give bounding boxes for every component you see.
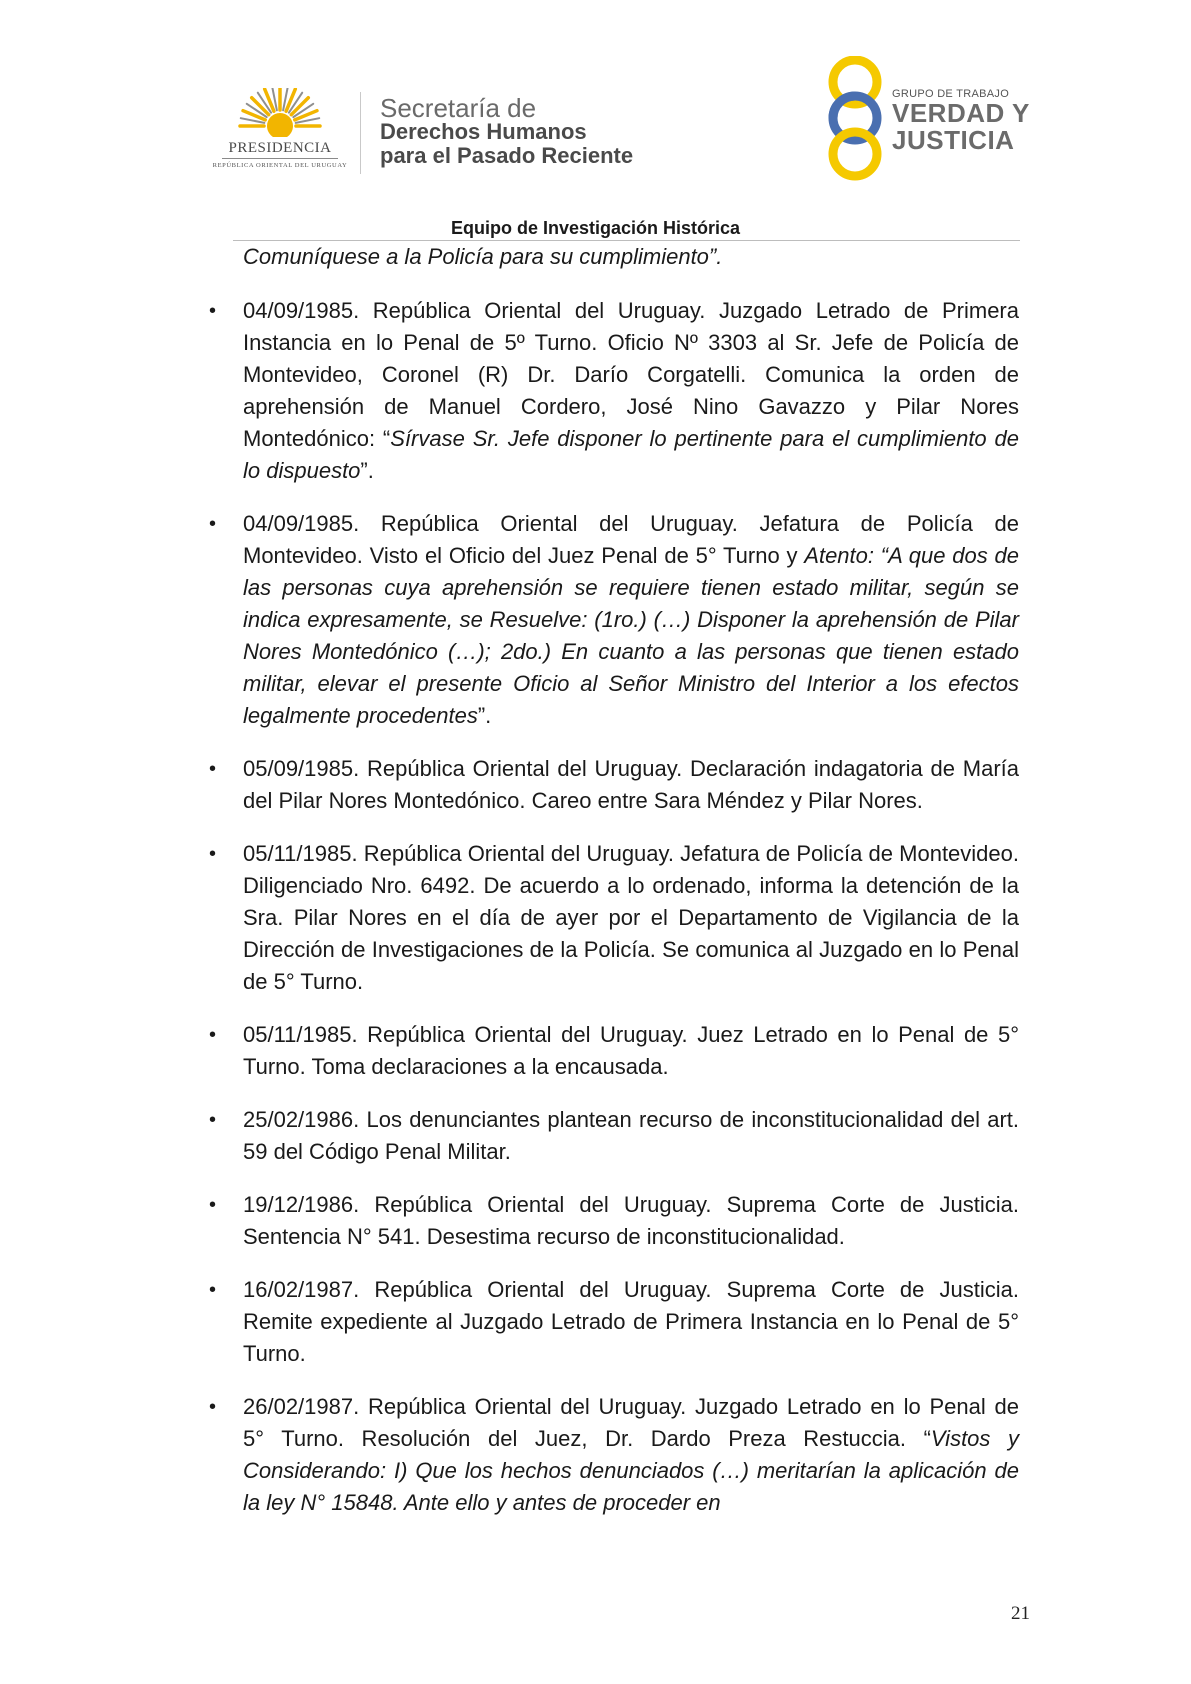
presidencia-name: PRESIDENCIA [228,140,332,156]
entry-text: 19/12/1986. República Oriental del Uruguay. Suprema Corte de Justicia. Sentencia N° 541. Desestima recurso de inconstitucionalidad. [243,1192,1019,1249]
page-header [0,0,1191,250]
secretaria-line-2: Derechos Humanos [380,119,587,144]
logo-divider [360,92,361,174]
list-item [243,295,1019,487]
entry-text: ”. [477,703,492,728]
document-body [243,241,1019,1540]
linked-rings-icon [820,56,890,181]
entry-text: 16/02/1987. República Oriental del Uruguay. Suprema Corte de Justicia. Remite expediente al Juzgado Letrado de Primera Instancia en lo Penal de 5° Turno. [243,1277,1019,1366]
list-item [243,1019,1019,1083]
entry-text: 05/11/1985. República Oriental del Uruguay. Juez Letrado en lo Penal de 5° Turno. Toma declaraciones a la encausada. [243,1022,1019,1079]
entry-text: 25/02/1986. Los denunciantes plantean recurso de inconstitucionalidad del art. 59 del Código Penal Militar. [243,1107,1019,1164]
presidencia-subtitle: REPÚBLICA ORIENTAL DEL URUGUAY [212,162,348,169]
unit-title: Equipo de Investigación Histórica [450,218,741,238]
secretaria-line-3: para el Pasado Reciente [380,143,634,168]
verdad-justicia-logo [820,56,1040,181]
entry-text: 04/09/1985. República Oriental del Uruguay. Jefatura de Policía de Montevideo. Visto el Oficio del Juez Penal de 5° Turno y [243,511,1019,568]
grupo-small-label: GRUPO DE TRABAJO [892,88,1010,100]
grupo-line-1: VERDAD Y [892,98,1030,128]
continuation-text: Comuníquese a la Policía para su cumplimiento”. [243,244,723,269]
entry-quote-text: Vistos y Considerando: I) Que los hechos denunciados (…) meritarían la aplicación de la ley N° 15848. Ante ello y antes de proceder en [243,1426,1019,1515]
entry-text: ”. [360,458,374,483]
entry-text: 05/11/1985. República Oriental del Uruguay. Jefatura de Policía de Montevideo. Diligenciado Nro. 6492. De acuerdo a lo ordenado, informa la detención de la Sra. Pilar Nores en el día de ayer por el Departamento de Vigilancia de la Dirección de Investigaciones de la Policía. Se comunica al Juzgado en lo Penal de 5° Turno. [243,841,1019,994]
grupo-line-2: JUSTICIA [892,125,1015,155]
page-number: 21 [1011,1603,1030,1624]
secretaria-line-1: Secretaría de [380,93,537,123]
list-item [243,753,1019,817]
entry-text: 26/02/1987. República Oriental del Uruguay. Juzgado Letrado en lo Penal de 5° Turno. Resolución del Juez, Dr. Dardo Preza Restuccia. “ [243,1394,1019,1451]
list-item [243,1274,1019,1370]
list-item [243,508,1019,732]
entry-quote-text: Atento: “A que dos de las personas cuya aprehensión se requiere tienen estado militar, según se indica expresamente, se Resuelve: (1ro.) (…) Disponer la aprehensión de Pilar Nores Montedónico (…); 2do.) En cuanto a las personas que tienen estado militar, elevar el presente Oficio al Señor Ministro del Interior a los efectos legalmente procedentes [243,543,1019,728]
list-item [243,1391,1019,1519]
list-item [243,1104,1019,1168]
presidencia-logo [206,88,354,178]
secretaria-logo-text [380,93,634,168]
chronology-list [243,295,1019,1519]
list-item [243,838,1019,998]
entry-text: 04/09/1985. República Oriental del Uruguay. Juzgado Letrado de Primera Instancia en lo Penal de 5º Turno. Oficio Nº 3303 al Sr. Jefe de Policía de Montevideo, Coronel (R) Dr. Darío Corgatelli. Comunica la orden de aprehensión de Manuel Cordero, José Nino Gavazzo y Pilar Nores Montedónico: “ [243,298,1019,451]
list-item [243,1189,1019,1253]
entry-quote-text: Sírvase Sr. Jefe disponer lo pertinente para el cumplimiento de lo dispuesto [243,426,1019,483]
entry-text: 05/09/1985. República Oriental del Uruguay. Declaración indagatoria de María del Pilar Nores Montedónico. Careo entre Sara Méndez y Pilar Nores. [243,756,1019,813]
sun-emblem-icon [206,88,354,144]
